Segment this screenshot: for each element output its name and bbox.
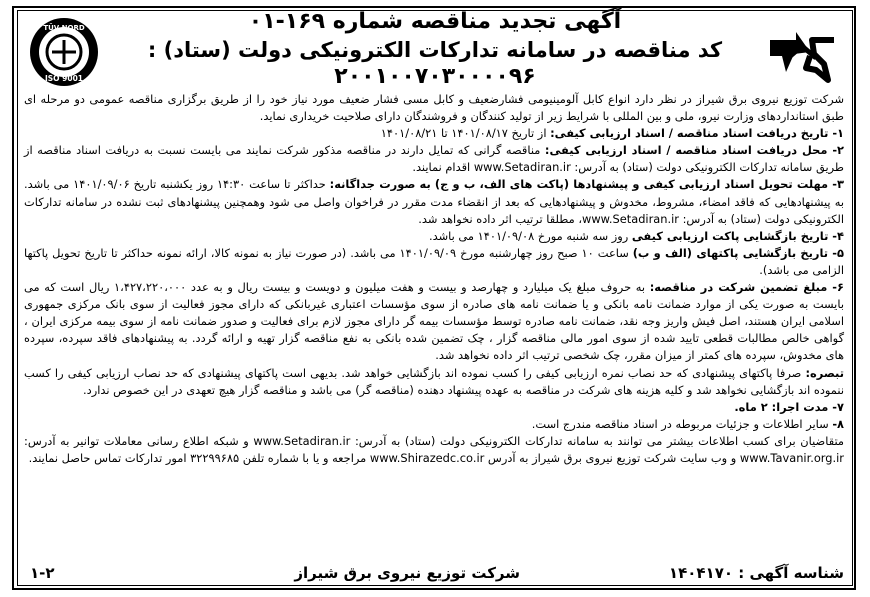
company-name: شرکت توزیع نیروی برق شیراز (294, 564, 520, 582)
item-2-title: ۲- محل دریافت اسناد مناقصه / اسناد ارزیابی کیفی: (544, 143, 844, 158)
item-5 (24, 245, 844, 279)
intro-paragraph: شرکت توزیع نیروی برق شیراز در نظر دارد انواع کابل آلومینیومی فشارضعیف و کابل مسی فشار ضعیف مورد نیاز خود را از طریق برگزاری مناقصه عمومی دو مرحله ای طبق استانداردهای وزارت نیرو، ملی و بین المللی با شرایط زیر از تولید کنندگان و فروشندگان دارای صلاحیت خریداری نماید. (24, 92, 844, 124)
tuv-nord-iso-logo (28, 16, 100, 88)
item-6-text: به حروف مبلغ یک میلیارد و چهارصد و بیست و هفت میلیون و دویست و بیست ریال و به عدد ۱،۴۲۷،۲۲۰،۰۰۰ ریال است که می بایست به صورت یکی از موارد ضمانت نامه بانکی و یا ضمانت نامه های صادره از سوی مؤسسات اعتباری غیربانکی که دارای مجوز فعالیت از سوی بانک مرکزی جمهوری اسلامی ایران هستند، اصل فیش واریز وجه نقد، ضمانت نامه صادره توسط مؤسسات بیمه گر دارای مجوز لازم برای فعالیت و صدور ضمانت نامه از سوی بیمه مرکزی ایران ، گواهی خالص مطالبات قطعی تایید شده از سوی امور مالی مناقصه گزار ، چک تضمین شده بانکی به نفع مناقصه گزار تهیه و ارائه گردد. به پیشنهادهای فاقد سپرده، سپرده های مخدوش، سپرده های کمتر از میزان مقرر، چک شخصی ترتیب اثر داده نخواهد شد. (24, 280, 844, 363)
item-5-title: ۵- تاریخ بازگشایی پاکتهای (الف و ب) (632, 245, 844, 260)
item-4-text: روز سه شنبه مورخ ۱۴۰۱/۰۹/۰۸ می باشد. (429, 228, 632, 243)
item-3 (24, 176, 844, 227)
notice-footer (20, 562, 850, 588)
item-7-title: ۷- مدت اجرا: (771, 399, 844, 414)
item-5-text: ساعت ۱۰ صبح روز چهارشنبه مورخ ۱۴۰۱/۰۹/۰۹ می باشد. (در صورت نیاز به نمونه کالا، ارائه نمونه حداکثر تا تاریخ تحویل پاکتها الزامی می باشد). (24, 245, 844, 277)
note-text: صرفا پاکتهای پیشنهادی که حد نصاب نمره ارزیابی کیفی را کسب نموده اند بازگشایی خواهد شد. بدیهی است پاکتهای پیشنهادی که حد نصاب ارزیابی کیفی را کسب ننموده اند بازگشایی نخواهد شد و کلیه هزینه های شرکت در مناقصه به عهده پیشنهاد دهنده (مناقصه گر) می باشد و مناقصه گزار هیچ تعهدی در این خصوص ندارد. (24, 365, 844, 397)
note (24, 365, 844, 399)
item-2 (24, 142, 844, 176)
company-logo-icon (766, 24, 838, 88)
tender-code-label: کد مناقصه در سامانه تدارکات الکترونیکی دولت (ستاد) : (147, 38, 723, 62)
item-1-title: ۱- تاریخ دریافت اسناد مناقصه / اسناد ارزیابی کیفی: (550, 126, 844, 141)
item-8-text: سایر اطلاعات و جزئیات مربوطه در اسناد مناقصه مندرج است. (531, 416, 833, 431)
logo-top-text: TÜV NORD (43, 24, 85, 32)
item-6-title: ۶- مبلغ تضمین شرکت در مناقصه: (649, 280, 844, 295)
notice-body (24, 91, 844, 467)
item-1-text: از تاریخ ۱۴۰۱/۰۸/۱۷ تا ۱۴۰۱/۰۸/۲۱ (380, 126, 551, 141)
item-3-title: ۳- مهلت تحویل اسناد ارزیابی کیفی و پیشنهادها (پاکت های الف، ب و ج) به صورت جداگانه: (329, 177, 844, 192)
notice-header (110, 8, 760, 90)
item-7-text: ۲ ماه. (734, 399, 772, 414)
item-7 (24, 399, 844, 416)
item-6 (24, 279, 844, 364)
item-4-title: ۴- تاریخ بازگشایی پاکت ارزیابی کیفی (631, 228, 844, 243)
ad-id (669, 564, 844, 582)
tender-code: ۲۰۰۱۰۰۷۰۳۰۰۰۰۹۶ (334, 64, 536, 89)
item-2-text: مناقصه گرانی که تمایل دارند در مناقصه مذکور شرکت نمایند می بایست نسبت به دریافت اسناد مناقصه از طریق سامانه تدارکات الکترونیکی دولت (ستاد) به آدرس: www.Setadiran.ir اقدام نمایند. (24, 143, 844, 175)
note-title: تبصره: (805, 365, 844, 380)
page-ref: ۱-۲ (30, 564, 55, 582)
ad-id-label: شناسه آگهی : (738, 564, 844, 582)
item-3-text: حداکثر تا ساعت ۱۴:۳۰ روز یکشنبه تاریخ ۱۴۰۱/۰۹/۰۶ می باشد. به پیشنهادهایی که فاقد امضاء، مشروط، مخدوش و پیشنهادهایی که بعد از انقضاء مدت مقرر در فراخوان واصل می شود وهمچنین پیشنهادهای ثبت نشده در سامانه تدارکات الکترونیکی دولت (ستاد) به آدرس: www.Setadiran.ir، مطلقا ترتیب اثر داده نخواهد شد. (24, 177, 844, 226)
notice-title: آگهی تجدید مناقصه شماره ۱۶۹-۰۱ (248, 9, 622, 34)
ad-id-value: ۱۴۰۴۱۷۰ (668, 564, 734, 582)
item-8 (24, 416, 844, 433)
item-4 (24, 228, 844, 245)
logo-bottom-text: ISO 9001 (44, 74, 84, 83)
item-8-title: ۸- (832, 416, 844, 431)
item-1 (24, 125, 844, 142)
closing-paragraph: متقاضیان برای کسب اطلاعات بیشتر می توانند به سامانه تدارکات الکترونیکی دولت (ستاد) به آدرس: www.Setadiran.ir و شبکه اطلاع رسانی معاملات توانیر به آدرس: www.Tavanir.org.ir و وب سایت شرکت توزیع نیروی برق شیراز به آدرس www.Shirazedc.co.ir مراجعه و یا با شماره تلفن ۳۲۲۹۹۶۸۵ امور تدارکات تماس حاصل نمایند. (24, 433, 844, 465)
